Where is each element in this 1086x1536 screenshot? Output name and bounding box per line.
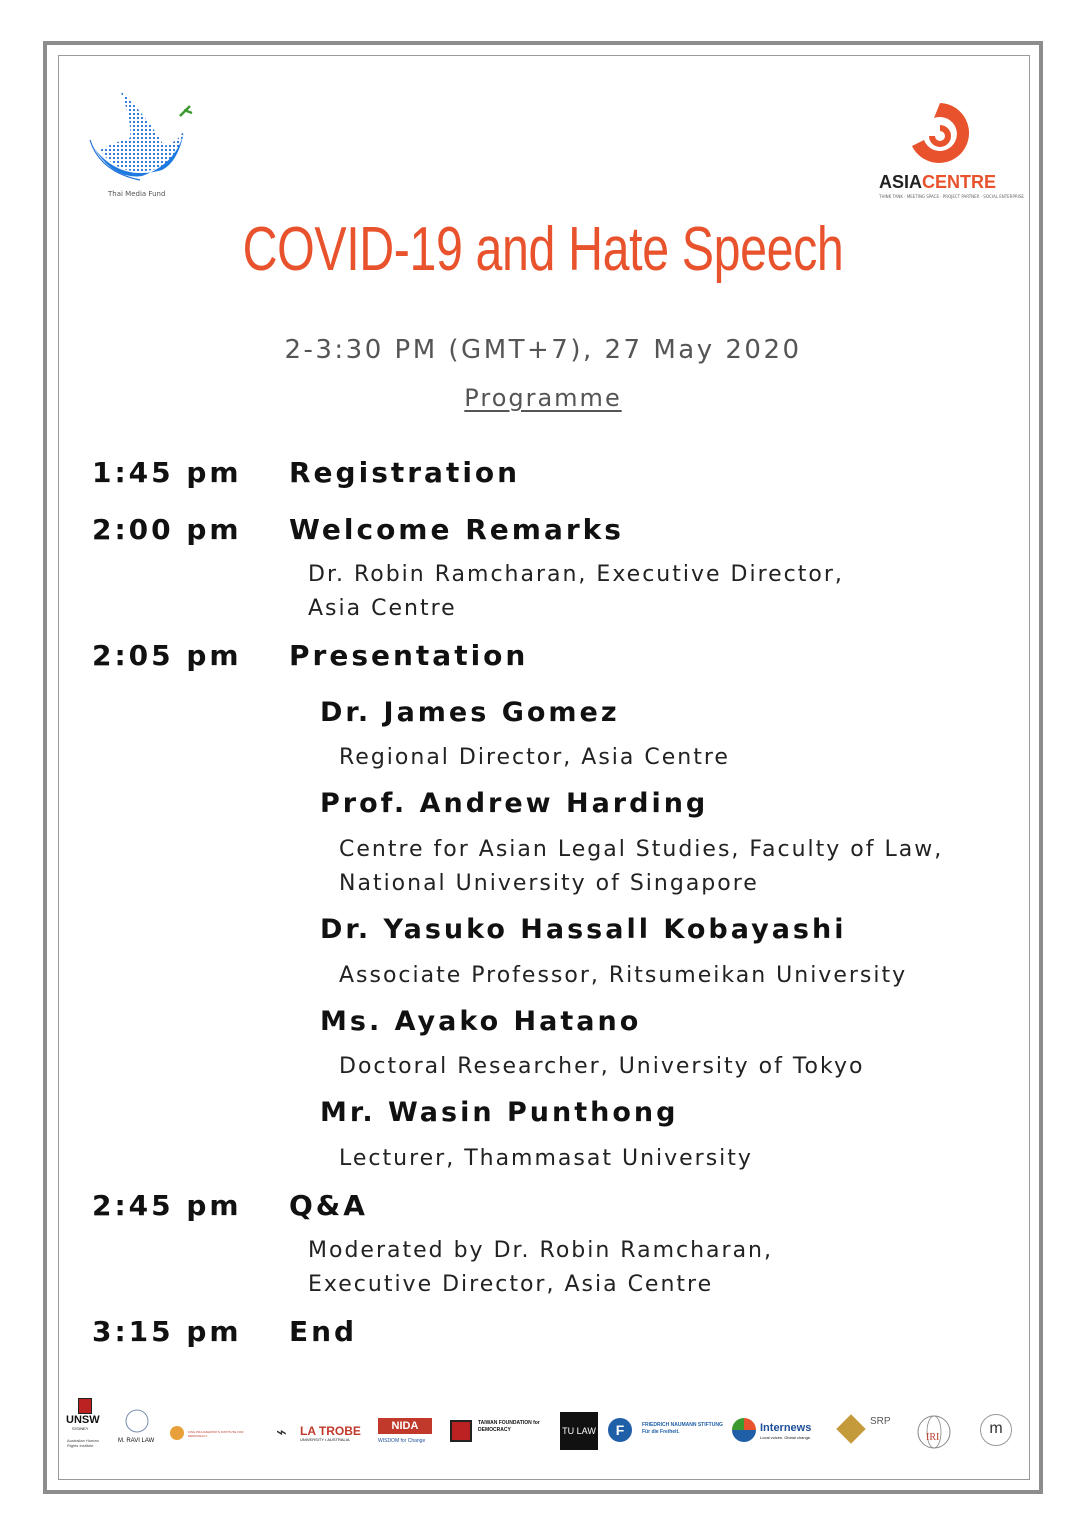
nida-sub: WISDOM for Change (378, 1438, 426, 1444)
internews-logo (732, 1408, 824, 1458)
speaker-name: Ms. Ayako Hatano (320, 1006, 642, 1037)
qa-desc-line2: Executive Director, Asia Centre (308, 1272, 714, 1297)
tfd-mark-icon (450, 1420, 472, 1442)
srp-logo (836, 1408, 902, 1458)
m-logo (978, 1408, 1018, 1458)
la-trobe-wordmark: LA TROBE (300, 1424, 361, 1438)
asia-centre-wordmark: ASIACENTRE (879, 172, 997, 192)
ravi-law-mark-icon (120, 1408, 154, 1434)
tfd-wordmark: TAIWAN FOUNDATION for DEMOCRACY (478, 1420, 540, 1433)
agenda-time-presentation: 2:05 pm (92, 639, 242, 672)
agenda-time-qa: 2:45 pm (92, 1189, 242, 1222)
asia-centre-ring-icon (904, 100, 976, 166)
page-title: COVID-19 and Hate Speech (242, 215, 844, 284)
speaker-role: Associate Professor, Ritsumeikan University (339, 963, 908, 988)
welcome-desc-line1: Dr. Robin Ramcharan, Executive Director, (308, 562, 844, 587)
speaker-name: Mr. Wasin Punthong (320, 1097, 679, 1128)
ravi-law-wordmark: M. RAVI LAW (118, 1438, 155, 1444)
speaker-name: Dr. Yasuko Hassall Kobayashi (320, 914, 847, 945)
speaker-role: Centre for Asian Legal Studies, Faculty of Law, (339, 837, 944, 862)
fnf-logo (608, 1408, 734, 1458)
kpi-wordmark: KING PRAJADHIPOK'S INSTITUTE FOR DEMOCRACY (188, 1430, 244, 1438)
dove-icon (80, 80, 200, 190)
ravi-law-logo (118, 1408, 158, 1458)
speaker-role: National University of Singapore (339, 871, 759, 896)
unsw-caption: Australian Human Rights Institute (67, 1438, 99, 1448)
tfd-logo (448, 1408, 550, 1458)
la-trobe-sub: UNIVERSITY • AUSTRALIA (300, 1437, 350, 1442)
m-wordmark: m (980, 1414, 1012, 1446)
agenda-title-end: End (289, 1315, 358, 1348)
programme-heading: Programme (464, 384, 622, 412)
asia-centre-logo (870, 100, 1024, 205)
agenda-title-welcome: Welcome Remarks (289, 513, 624, 546)
agenda-title-registration: Registration (289, 456, 521, 489)
srp-emblem-icon (836, 1414, 865, 1443)
speaker-name: Dr. James Gomez (320, 697, 620, 728)
agenda-time-registration: 1:45 pm (92, 456, 242, 489)
unsw-wordmark: UNSW (66, 1414, 100, 1426)
qa-desc-line1: Moderated by Dr. Robin Ramcharan, (308, 1238, 773, 1263)
nida-logo (376, 1408, 438, 1458)
partner-logos (62, 1408, 1024, 1458)
speaker-name: Prof. Andrew Harding (320, 788, 709, 819)
iri-wordmark: IRI (926, 1432, 940, 1443)
nida-wordmark: NIDA (378, 1418, 432, 1434)
kpi-seal-icon (170, 1426, 184, 1440)
fnf-f-icon: F (608, 1418, 632, 1442)
la-trobe-bird-icon: ⌁ (276, 1422, 287, 1443)
fnf-wordmark: FRIEDRICH NAUMANN STIFTUNG Für die Freiheit. (642, 1422, 723, 1435)
event-datetime: 2-3:30 PM (GMT+7), 27 May 2020 (284, 335, 802, 365)
speaker-role: Lecturer, Thammasat University (339, 1146, 753, 1171)
internews-sub: Local voices. Global change. (760, 1435, 812, 1440)
agenda-title-presentation: Presentation (289, 639, 529, 672)
asia-centre-tagline: THINK TANK · MEETING SPACE · PROJECT PARTNER · SOCIAL ENTERPRISE (879, 194, 1024, 199)
unsw-crest-icon (78, 1398, 92, 1414)
tu-law-wordmark: TU LAW (560, 1412, 598, 1450)
tu-law-logo (560, 1408, 600, 1458)
agenda-title-qa: Q&A (289, 1189, 368, 1222)
agenda-time-welcome: 2:00 pm (92, 513, 242, 546)
speaker-role: Regional Director, Asia Centre (339, 745, 730, 770)
thai-media-fund-logo (80, 80, 200, 205)
speaker-role: Doctoral Researcher, University of Tokyo (339, 1054, 865, 1079)
unsw-logo (64, 1408, 108, 1458)
kpi-logo (168, 1408, 260, 1458)
internews-wordmark: Internews (760, 1422, 812, 1434)
srp-wordmark: SRP (870, 1416, 891, 1427)
agenda-time-end: 3:15 pm (92, 1315, 242, 1348)
internews-globe-icon (732, 1418, 756, 1442)
iri-logo (914, 1408, 958, 1458)
unsw-sub: SYDNEY (72, 1426, 89, 1431)
la-trobe-logo (276, 1408, 362, 1458)
welcome-desc-line2: Asia Centre (308, 596, 457, 621)
thai-media-fund-caption: Thai Media Fund (108, 190, 166, 198)
